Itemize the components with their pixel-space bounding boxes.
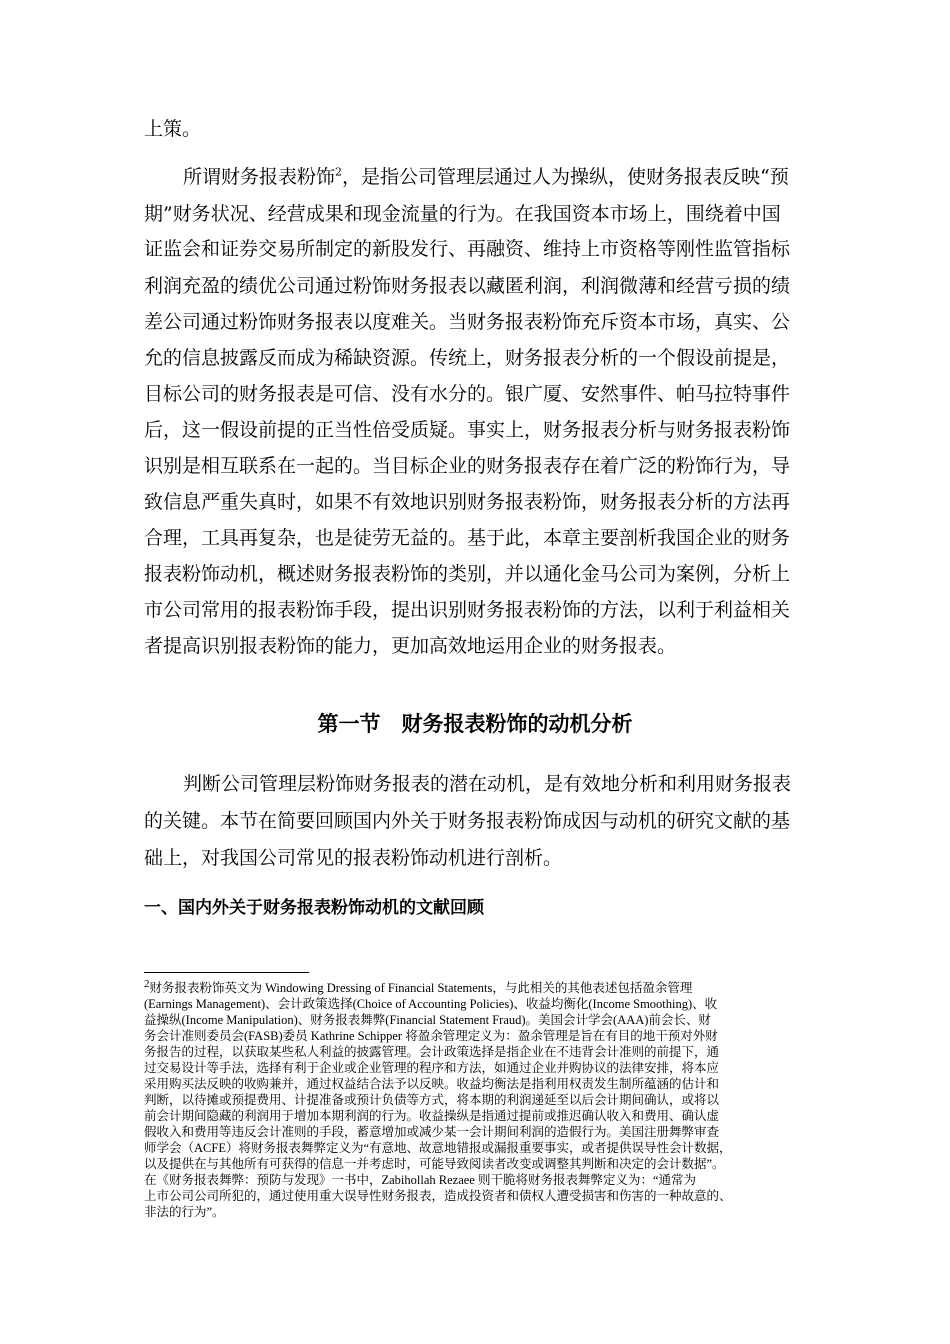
body-line: 市公司常用的报表粉饰手段，提出识别财务报表粉饰的方法，以利于利益相关: [144, 599, 791, 621]
footnote-line: 在《财务报表舞弊：预防与发现》一书中，Zabihollah Rezaee 则干脆将财务报表舞弊定义为：“通常为: [144, 1173, 697, 1187]
body-line-text: 是指公司管理层通过人为操纵，使财务报表反映“预: [361, 166, 789, 188]
section-title: 第一节 财务报表粉饰的动机分析: [317, 712, 633, 736]
footnote-line: 上市公司公司所犯的，通过使用重大误导性财务报表，造成投资者和债权人遭受损害和伤害的一种故意的、: [144, 1189, 732, 1203]
footnote-line: [144, 977, 816, 996]
body-line: 允的信息披露反而成为稀缺资源。传统上，财务报表分析的一个假设前提是，: [144, 347, 791, 369]
body-line: 致信息严重失真时，如果不有效地识别财务报表粉饰，财务报表分析的方法再: [144, 491, 791, 513]
body-line: 后，这一假设前提的正当性倍受质疑。事实上，财务报表分析与财务报表粉饰: [144, 419, 791, 441]
footnote-line: 非法的行为”。: [144, 1205, 225, 1219]
body-line: 差公司通过粉饰财务报表以度难关。当财务报表粉饰充斥资本市场，真实、公: [144, 311, 791, 333]
footnote-line: 采用购买法反映的收购兼并，通过权益结合法予以反映。收益均衡法是指利用权责发生制所蕴涵的估计和: [144, 1077, 720, 1091]
subheading: 一、国内外关于财务报表粉饰动机的文献回顾: [144, 898, 484, 918]
body-line: 利润充盈的绩优公司通过粉饰财务报表以藏匿利润，利润微薄和经营亏损的绩: [144, 275, 791, 297]
body-line: 础上，对我国公司常见的报表粉饰动机进行剖析。: [144, 847, 563, 869]
footnote-line: 假收入和费用等违反会计准则的手段，蓄意增加或减少某一会计期间利润的造假行为。美国注册舞弊审查: [144, 1125, 720, 1139]
footnote-line: 务会计准则委员会(FASB)委员 Kathrine Schipper 将盈余管理定义为：盈余管理是旨在有目的地干预对外财: [144, 1029, 718, 1043]
footnote-separator: [144, 972, 309, 973]
footnote-line: 务报告的过程，以获取某些私人利益的披露管理。会计政策选择是指企业在不违背会计准则的前提下，通: [144, 1045, 720, 1059]
body-line: 者提高识别报表粉饰的能力，更加高效地运用企业的财务报表。: [144, 635, 677, 657]
footnote-line: 以及提供在与其他所有可获得的信息一并考虑时，可能导致阅读者改变或调整其判断和决定的会计数据”。: [144, 1157, 725, 1171]
footnote-line: (Earnings Management)、会计政策选择(Choice of Accounting Policies)、收益均衡化(Income Smoothing)、收: [144, 997, 718, 1011]
footnote-line: 过交易设计等手法，选择有利于企业或企业管理的程序和方法，如通过企业并购协议的法律安排，将本应: [144, 1061, 720, 1075]
footnote-text: 财务报表粉饰英文为 Windowing Dressing of Financial Statements，与此相关的其他表述包括盈余管理: [149, 981, 693, 995]
footnote-line: 师学会（ACFE）将财务报表舞弊定义为“有意地、故意地错报或漏报重要事实，或者提供误导性会计数据，: [144, 1141, 732, 1155]
body-line: 判断公司管理层粉饰财务报表的潜在动机，是有效地分析和利用财务报表: [183, 773, 792, 795]
footnote-reference[interactable]: 2: [335, 165, 343, 179]
body-line: 期”财务状况、经营成果和现金流量的行为。在我国资本市场上，围绕着中国: [144, 203, 781, 225]
footnote-line: 前会计期间隐藏的利润用于增加本期利润的行为。收益操纵是指通过提前或推迟确认收入和费用、确认虚: [144, 1109, 720, 1123]
footnote-line: 判断，以待摊或预提费用、计提准备或预计负债等方式，将本期的利润递延至以后会计期间确认，或将以: [144, 1093, 720, 1107]
body-line-text: 所谓财务报表粉饰: [183, 166, 336, 188]
body-line: 上策。: [144, 118, 202, 140]
body-line: 合理，工具再复杂，也是徒劳无益的。基于此，本章主要剖析我国企业的财务: [144, 527, 791, 549]
body-line: [183, 166, 853, 188]
body-line: 识别是相互联系在一起的。当目标企业的财务报表存在着广泛的粉饰行为，导: [144, 455, 791, 477]
body-line: 目标公司的财务报表是可信、没有水分的。银广厦、安然事件、帕马拉特事件: [144, 383, 791, 405]
footnote-line: 益操纵(Income Manipulation)、财务报表舞弊(Financial Statement Fraud)。美国会计学会(AAA)前会长、财: [144, 1013, 711, 1027]
footnote-mark: 2: [144, 977, 150, 990]
body-line: 证监会和证券交易所制定的新股发行、再融资、维持上市资格等刚性监管指标: [144, 238, 791, 260]
body-line: 的关键。本节在简要回顾国内外关于财务报表粉饰成因与动机的研究文献的基: [144, 810, 791, 832]
comma: ，: [342, 166, 362, 188]
body-line: 报表粉饰动机，概述财务报表粉饰的类别，并以通化金马公司为案例，分析上: [144, 563, 791, 585]
